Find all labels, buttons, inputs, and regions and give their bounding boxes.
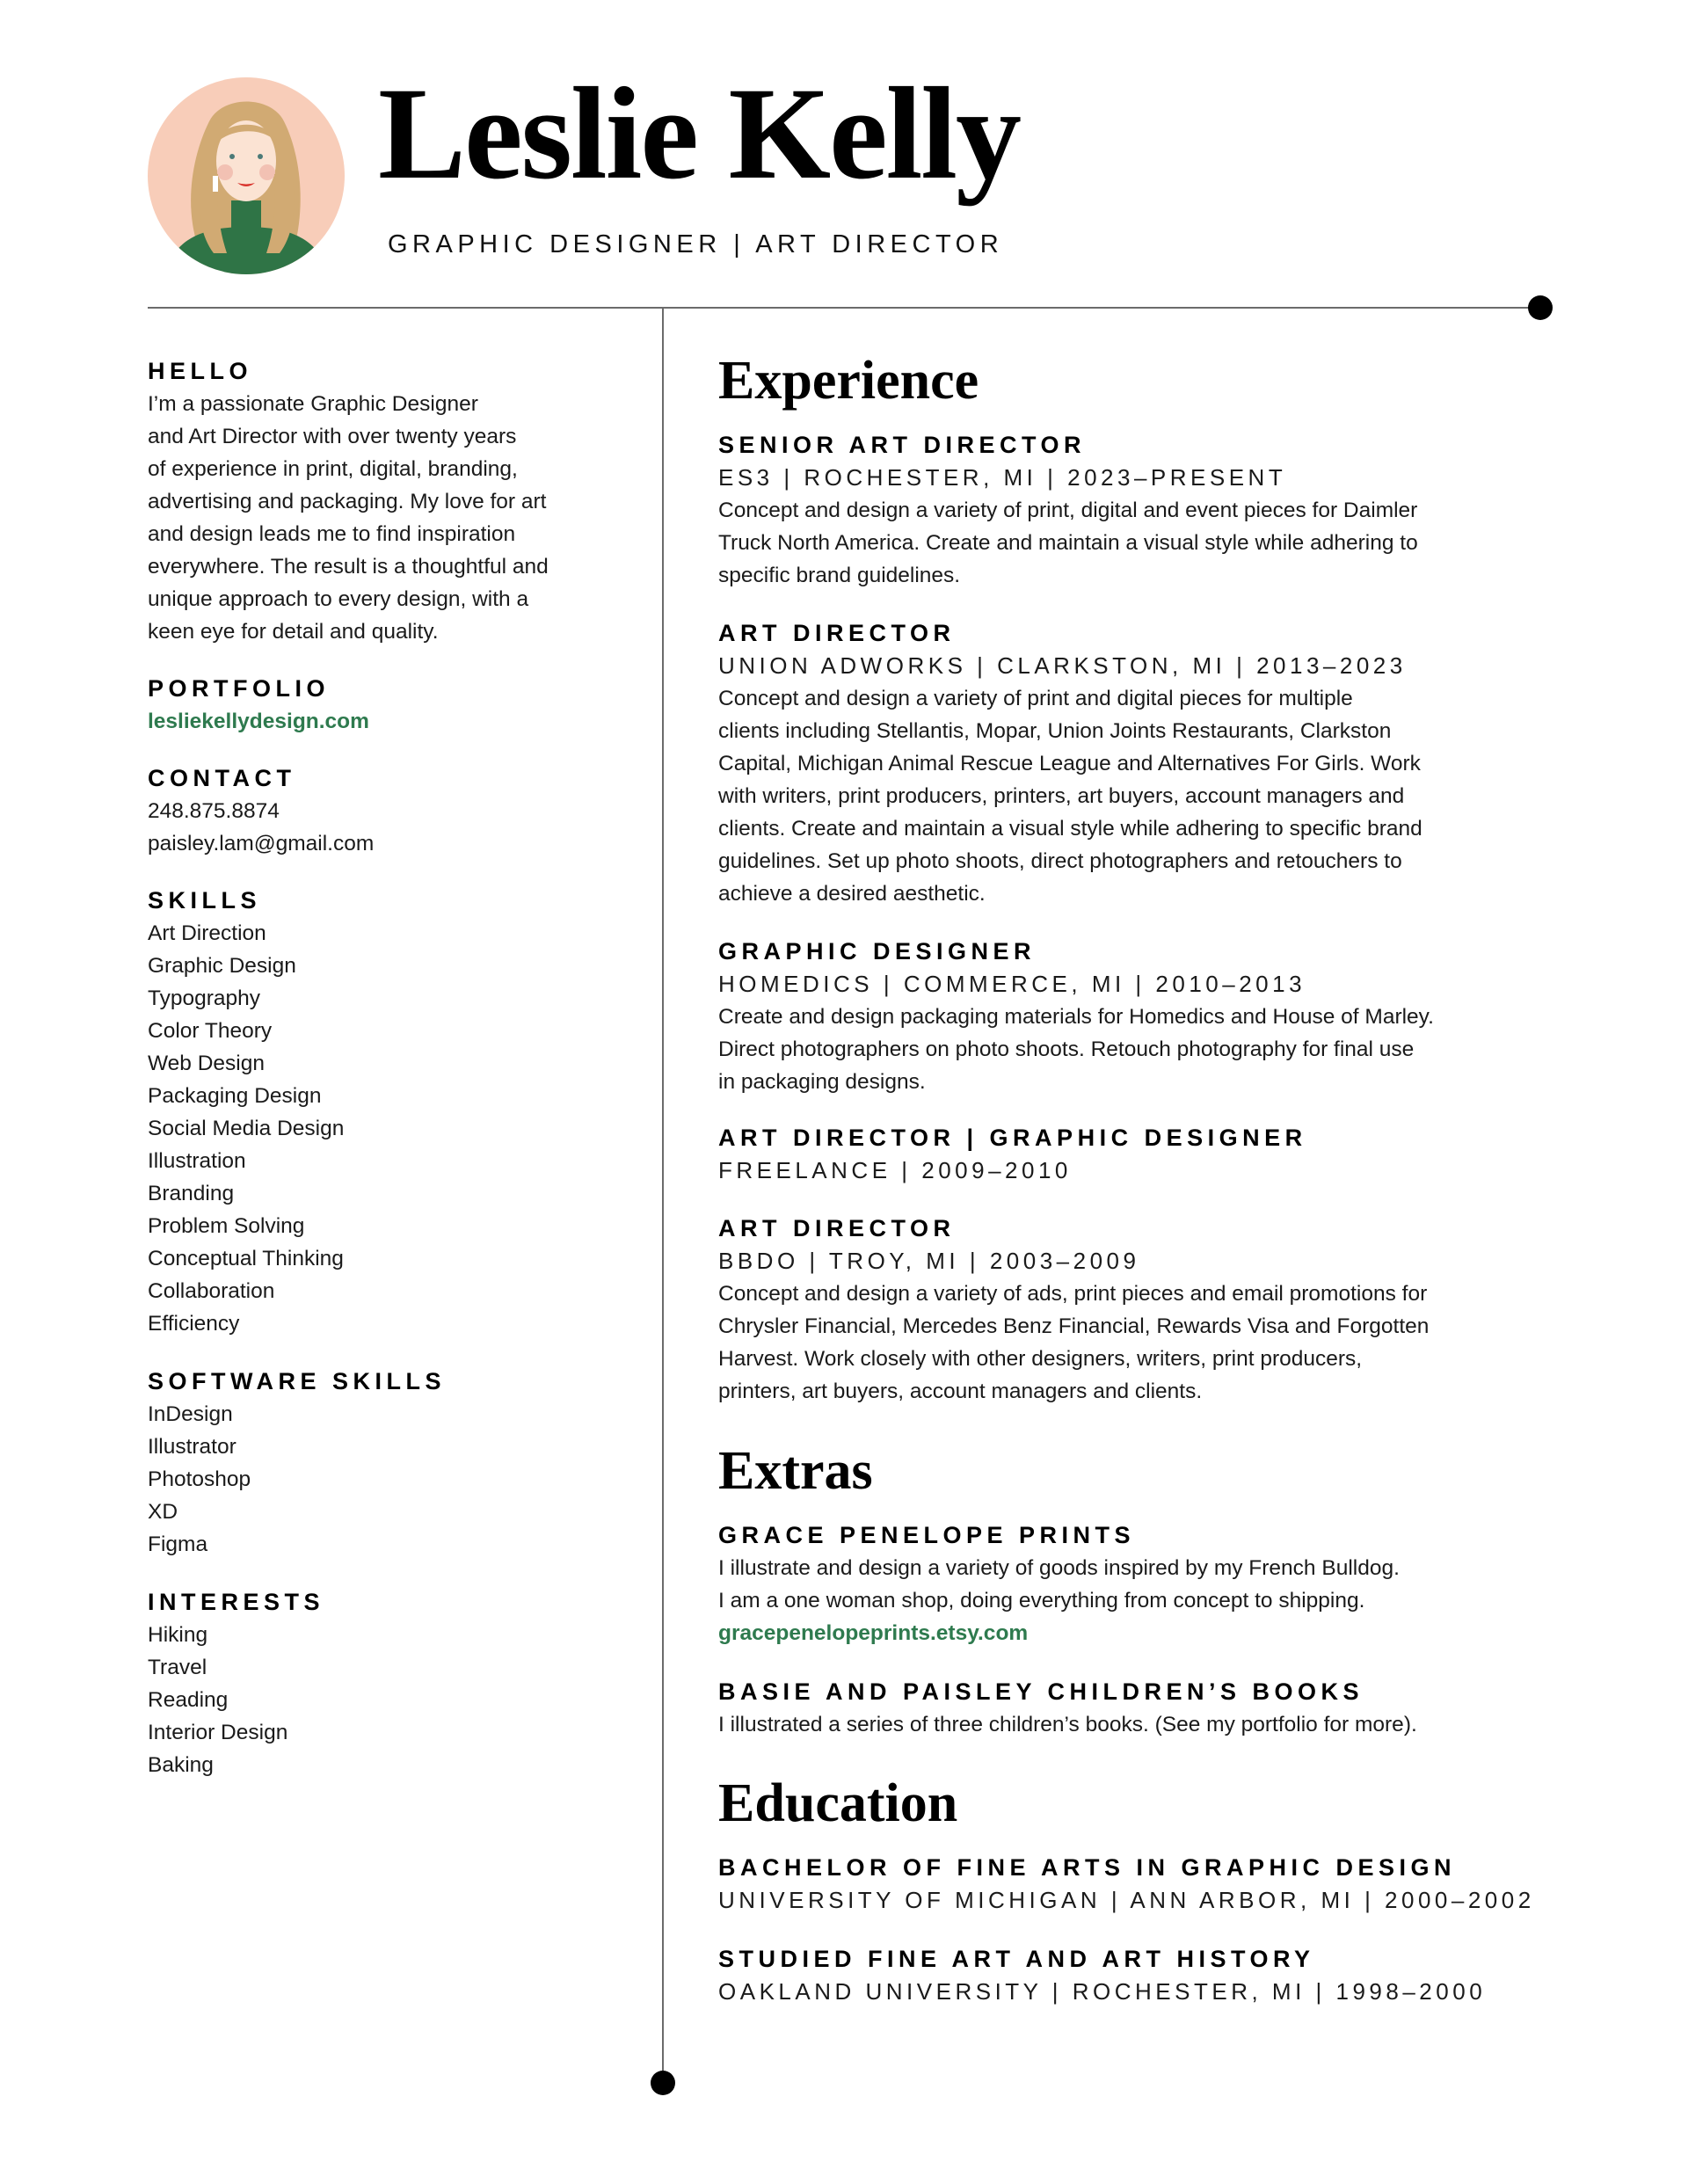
interest-item: Interior Design	[148, 1721, 288, 1744]
section-title: CONTACT	[148, 765, 296, 791]
software-item: InDesign	[148, 1402, 233, 1426]
job-description-line: Concept and design a variety of print, digital and event pieces for Daimler	[718, 499, 1418, 522]
job-meta: BBDO | TROY, MI | 2003–2009	[718, 1248, 1140, 1274]
job-description-line: clients. Create and maintain a visual style while adhering to specific brand	[718, 817, 1422, 841]
job-title: ART DIRECTOR	[718, 620, 956, 646]
section-title: HELLO	[148, 358, 252, 384]
extras-heading: Extras	[718, 1441, 873, 1501]
job-description-line: Harvest. Work closely with other designers, writers, print producers,	[718, 1347, 1363, 1371]
education-entry	[718, 1852, 1562, 1917]
skill-item: Illustration	[148, 1149, 246, 1173]
skill-item: Social Media Design	[148, 1117, 345, 1140]
job-description-line: printers, art buyers, account managers and clients.	[718, 1380, 1203, 1403]
section-title: SOFTWARE SKILLS	[148, 1368, 446, 1394]
portfolio-link[interactable]: lesliekellydesign.com	[148, 710, 369, 733]
job-description-line: in packaging designs.	[718, 1070, 926, 1094]
job-title: GRAPHIC DESIGNER	[718, 938, 1037, 965]
job-entry	[718, 1212, 1562, 1408]
software-item: Figma	[148, 1532, 208, 1556]
skill-item: Graphic Design	[148, 954, 296, 978]
job-description-line: clients including Stellantis, Mopar, Union Joints Restaurants, Clarkston	[718, 719, 1392, 743]
job-meta: ES3 | ROCHESTER, MI | 2023–PRESENT	[718, 464, 1287, 491]
skill-item: Packaging Design	[148, 1084, 322, 1108]
intro-line: everywhere. The result is a thoughtful and	[148, 555, 549, 579]
experience-heading: Experience	[718, 351, 979, 411]
software-section	[148, 1365, 640, 1561]
job-title: SENIOR ART DIRECTOR	[718, 432, 1087, 458]
education-heading: Education	[718, 1773, 958, 1833]
section-title: INTERESTS	[148, 1589, 325, 1615]
job-meta: HOMEDICS | COMMERCE, MI | 2010–2013	[718, 971, 1306, 997]
software-item: Photoshop	[148, 1467, 251, 1491]
skill-item: Problem Solving	[148, 1214, 305, 1238]
job-description-line: Truck North America. Create and maintain a visual style while adhering to	[718, 531, 1418, 555]
job-description-line: achieve a desired aesthetic.	[718, 882, 986, 906]
contact-section	[148, 762, 640, 860]
job-meta: UNION ADWORKS | CLARKSTON, MI | 2013–2023	[718, 652, 1407, 679]
skill-item: Collaboration	[148, 1279, 275, 1303]
interest-item: Baking	[148, 1753, 214, 1777]
avatar	[148, 77, 345, 274]
job-description-line: Concept and design a variety of ads, print pieces and email promotions for	[718, 1282, 1428, 1306]
horizontal-divider	[148, 307, 1540, 309]
job-description-line: with writers, print producers, printers, art buyers, account managers and	[718, 784, 1405, 808]
extra-description-line: I illustrate and design a variety of goods inspired by my French Bulldog.	[718, 1556, 1400, 1580]
skill-item: Typography	[148, 986, 261, 1010]
extra-description-line: I illustrated a series of three children’s books. (See my portfolio for more).	[718, 1713, 1417, 1736]
extra-description-line: I am a one woman shop, doing everything from concept to shipping.	[718, 1589, 1365, 1613]
education-entry	[718, 1943, 1562, 2008]
interests-section	[148, 1586, 640, 1781]
skill-item: Art Direction	[148, 921, 266, 945]
job-entry	[718, 429, 1562, 592]
intro-line: of experience in print, digital, branding,	[148, 457, 518, 481]
job-description-line: Direct photographers on photo shoots. Retouch photography for final use	[718, 1037, 1415, 1061]
job-entry	[718, 1122, 1562, 1187]
job-entry	[718, 935, 1562, 1098]
interest-item: Reading	[148, 1688, 229, 1712]
intro-line: unique approach to every design, with a	[148, 587, 529, 611]
hello-section	[148, 355, 640, 648]
job-title: ART DIRECTOR	[718, 1215, 956, 1241]
education-meta: UNIVERSITY OF MICHIGAN | ANN ARBOR, MI | 2000–2002	[718, 1887, 1535, 1913]
job-description-line: Chrysler Financial, Mercedes Benz Financial, Rewards Visa and Forgotten	[718, 1314, 1430, 1338]
intro-line: advertising and packaging. My love for art	[148, 490, 547, 513]
extra-link[interactable]: gracepenelopeprints.etsy.com	[718, 1621, 1029, 1645]
intro-line: and design leads me to find inspiration	[148, 522, 516, 546]
skill-item: Web Design	[148, 1052, 266, 1075]
extra-entry	[718, 1519, 1562, 1649]
interest-item: Hiking	[148, 1623, 208, 1647]
skill-item: Color Theory	[148, 1019, 273, 1043]
job-meta: FREELANCE | 2009–2010	[718, 1157, 1072, 1183]
job-description-line: Create and design packaging materials for Homedics and House of Marley.	[718, 1005, 1434, 1029]
skills-section	[148, 885, 640, 1340]
skill-item: Conceptual Thinking	[148, 1247, 344, 1270]
name-heading: Leslie Kelly	[378, 61, 1021, 207]
degree-title: STUDIED FINE ART AND ART HISTORY	[718, 1946, 1315, 1972]
interest-item: Travel	[148, 1656, 207, 1679]
job-description-line: guidelines. Set up photo shoots, direct photographers and retouchers to	[718, 849, 1402, 873]
extra-title: BASIE AND PAISLEY CHILDREN’S BOOKS	[718, 1678, 1364, 1705]
job-description-line: Concept and design a variety of print and digital pieces for multiple	[718, 687, 1353, 710]
skill-item: Branding	[148, 1182, 235, 1205]
degree-title: BACHELOR OF FINE ARTS IN GRAPHIC DESIGN	[718, 1854, 1457, 1881]
portfolio-section	[148, 673, 640, 738]
extra-title: GRACE PENELOPE PRINTS	[718, 1522, 1136, 1548]
job-title: ART DIRECTOR | GRAPHIC DESIGNER	[718, 1125, 1307, 1151]
extra-entry	[718, 1676, 1562, 1741]
job-entry	[718, 617, 1562, 910]
intro-line: I’m a passionate Graphic Designer	[148, 392, 478, 416]
vertical-divider	[662, 307, 664, 2083]
job-title-subtitle: GRAPHIC DESIGNER | ART DIRECTOR	[388, 230, 1004, 258]
section-title: SKILLS	[148, 887, 262, 914]
job-description-line: specific brand guidelines.	[718, 564, 961, 587]
email[interactable]: paisley.lam@gmail.com	[148, 832, 375, 855]
divider-dot	[1528, 295, 1553, 320]
divider-dot	[651, 2071, 675, 2095]
phone: 248.875.8874	[148, 799, 280, 823]
software-item: XD	[148, 1500, 178, 1524]
intro-line: and Art Director with over twenty years	[148, 425, 517, 448]
section-title: PORTFOLIO	[148, 675, 330, 702]
intro-line: keen eye for detail and quality.	[148, 620, 439, 644]
education-meta: OAKLAND UNIVERSITY | ROCHESTER, MI | 1998–2000	[718, 1978, 1487, 2005]
software-item: Illustrator	[148, 1435, 236, 1459]
skill-item: Efficiency	[148, 1312, 240, 1336]
job-description-line: Capital, Michigan Animal Rescue League and Alternatives For Girls. Work	[718, 752, 1421, 775]
